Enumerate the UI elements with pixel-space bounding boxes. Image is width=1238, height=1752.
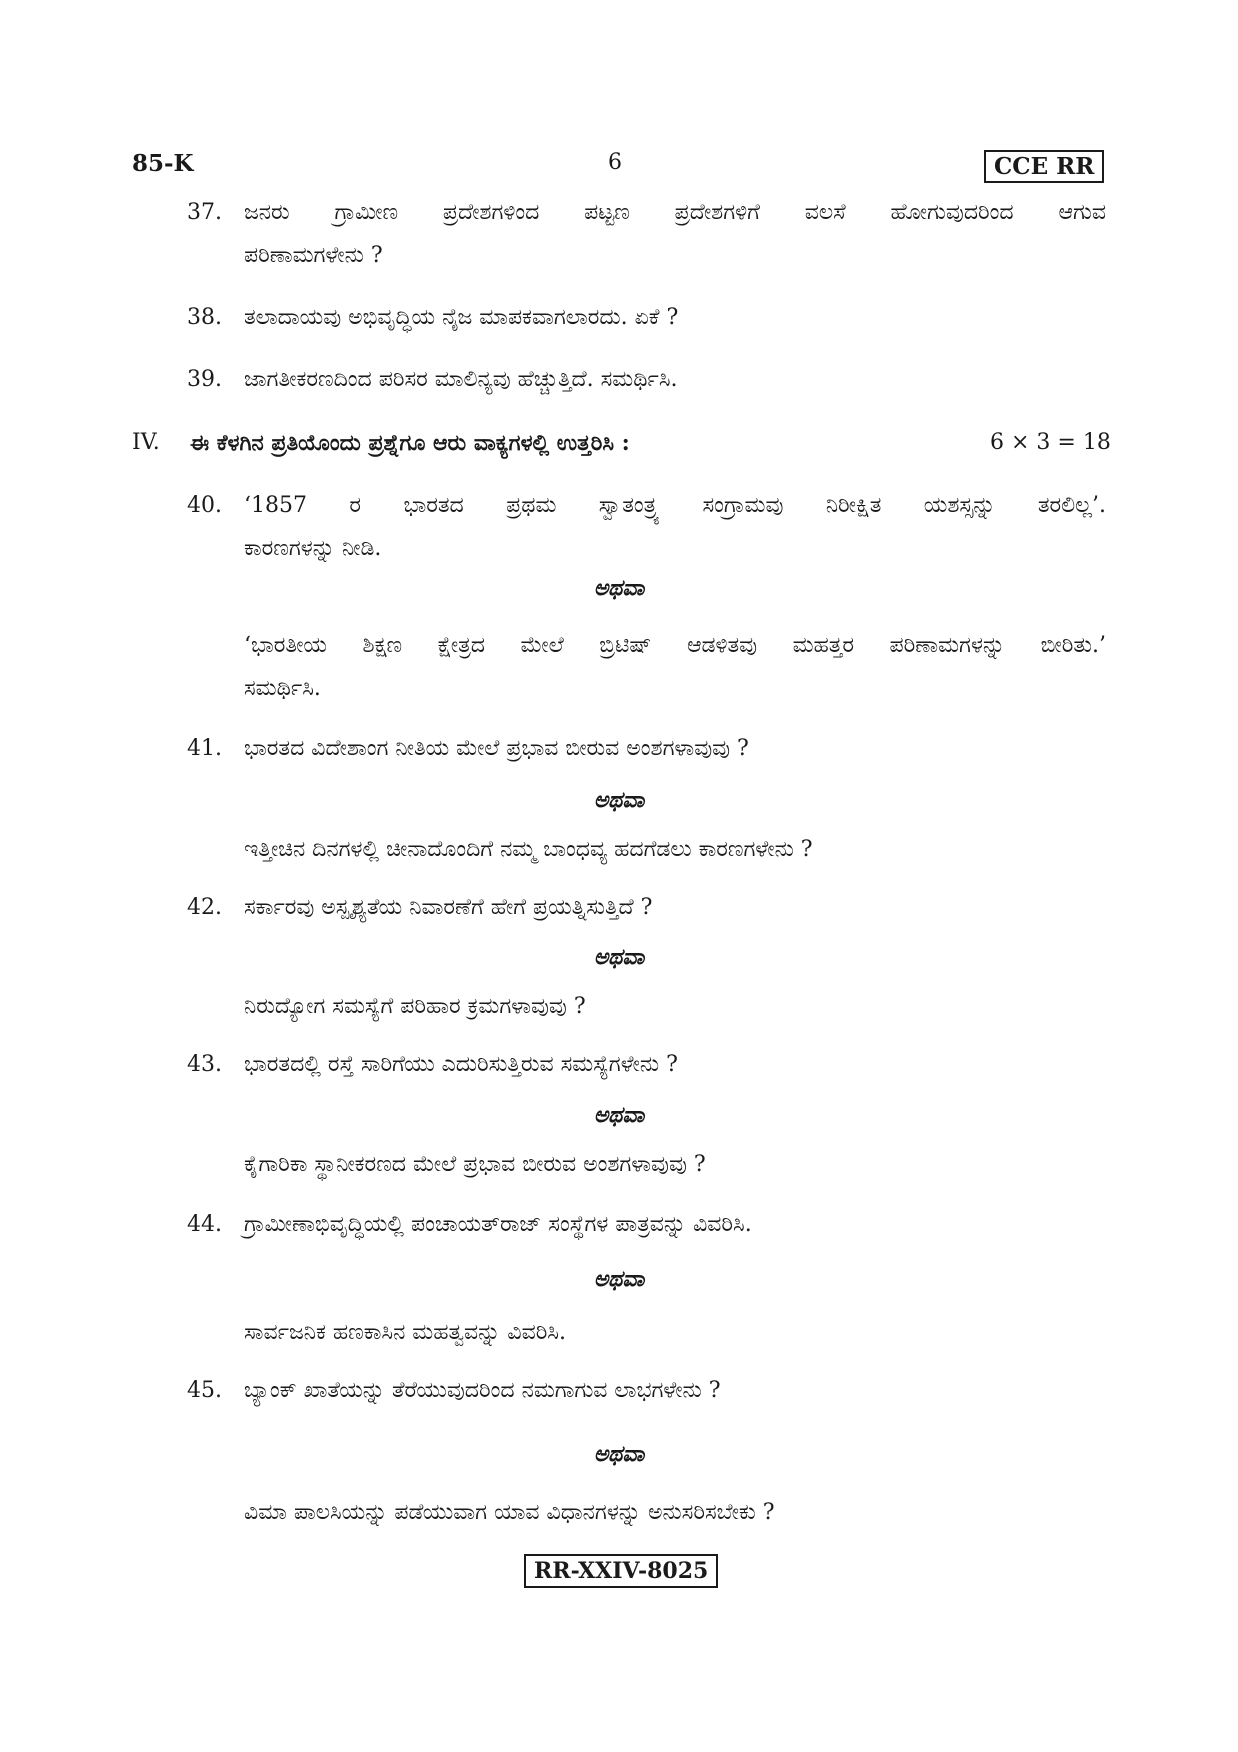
question-number: 37. — [187, 200, 222, 225]
question-text-cont: ಕಾರಣಗಳನ್ನು ನೀಡಿ. — [244, 536, 382, 561]
question-number: 41. — [187, 736, 222, 761]
question-text: ‘1857 ರ ಭಾರತದ ಪ್ರಥಮ ಸ್ವಾತಂತ್ರ್ಯ ಸಂಗ್ರಾಮವು ನಿರೀಕ್ಷಿತ ಯಶಸ್ಸನ್ನು ತರಲಿಲ್ಲ’. — [244, 493, 1106, 518]
question-text: ಜಾಗತೀಕರಣದಿಂದ ಪರಿಸರ ಮಾಲಿನ್ಯವು ಹೆಚ್ಚುತ್ತಿದೆ. ಸಮರ್ಥಿಸಿ. — [244, 367, 678, 392]
or-label: ಅಥವಾ — [593, 1266, 645, 1292]
or-label: ಅಥವಾ — [593, 1102, 645, 1128]
question-text: ತಲಾದಾಯವು ಅಭಿವೃದ್ಧಿಯ ನೈಜ ಮಾಪಕವಾಗಲಾರದು. ಏಕೆ ? — [244, 305, 679, 330]
section-marks: 6 × 3 = 18 — [990, 430, 1111, 455]
alternative-question: ವಿಮಾ ಪಾಲಸಿಯನ್ನು ಪಡೆಯುವಾಗ ಯಾವ ವಿಧಾನಗಳನ್ನು ಅನುಸರಿಸಬೇಕು ? — [244, 1500, 775, 1525]
series-badge: CCE RR — [984, 150, 1104, 183]
paper-code: 85-K — [132, 150, 194, 177]
question-text: ಗ್ರಾಮೀಣಾಭಿವೃದ್ಧಿಯಲ್ಲಿ ಪಂಚಾಯತ್‌ರಾಜ್ ಸಂಸ್ಥೆಗಳ ಪಾತ್ರವನ್ನು ವಿವರಿಸಿ. — [244, 1212, 752, 1237]
question-number: 42. — [187, 895, 222, 920]
or-label: ಅಥವಾ — [593, 575, 645, 601]
alternative-question-cont: ಸಮರ್ಥಿಸಿ. — [244, 676, 321, 701]
question-text: ಭಾರತದ ವಿದೇಶಾಂಗ ನೀತಿಯ ಮೇಲೆ ಪ್ರಭಾವ ಬೀರುವ ಅಂಶಗಳಾವುವು ? — [244, 736, 749, 761]
section-number: IV. — [132, 430, 160, 455]
alternative-question: ನಿರುದ್ಯೋಗ ಸಮಸ್ಯೆಗೆ ಪರಿಹಾರ ಕ್ರಮಗಳಾವುವು ? — [244, 994, 586, 1019]
footer-code: RR-XXIV-8025 — [524, 1554, 718, 1588]
question-number: 45. — [187, 1378, 222, 1403]
section-instruction: ಈ ಕೆಳಗಿನ ಪ್ರತಿಯೊಂದು ಪ್ರಶ್ನೆಗೂ ಆರು ವಾಕ್ಯಗಳಲ್ಲಿ ಉತ್ತರಿಸಿ : — [190, 430, 630, 456]
question-number: 39. — [187, 367, 222, 392]
alternative-question: ಕೈಗಾರಿಕಾ ಸ್ಥಾನೀಕರಣದ ಮೇಲೆ ಪ್ರಭಾವ ಬೀರುವ ಅಂಶಗಳಾವುವು ? — [244, 1152, 706, 1177]
question-text: ಬ್ಯಾಂಕ್ ಖಾತೆಯನ್ನು ತೆರೆಯುವುದರಿಂದ ನಮಗಾಗುವ ಲಾಭಗಳೇನು ? — [244, 1378, 721, 1403]
question-text: ಜನರು ಗ್ರಾಮೀಣ ಪ್ರದೇಶಗಳಿಂದ ಪಟ್ಟಣ ಪ್ರದೇಶಗಳಿಗೆ ವಲಸೆ ಹೋಗುವುದರಿಂದ ಆಗುವ — [244, 200, 1106, 225]
question-text: ಸರ್ಕಾರವು ಅಸ್ಪೃಶ್ಯತೆಯ ನಿವಾರಣೆಗೆ ಹೇಗೆ ಪ್ರಯತ್ನಿಸುತ್ತಿದೆ ? — [244, 895, 653, 920]
or-label: ಅಥವಾ — [593, 1441, 645, 1467]
question-number: 40. — [187, 493, 222, 518]
or-label: ಅಥವಾ — [593, 944, 645, 970]
page-number: 6 — [608, 150, 622, 175]
question-number: 44. — [187, 1212, 222, 1237]
alternative-question: ಸಾರ್ವಜನಿಕ ಹಣಕಾಸಿನ ಮಹತ್ವವನ್ನು ವಿವರಿಸಿ. — [244, 1320, 566, 1345]
question-text: ಭಾರತದಲ್ಲಿ ರಸ್ತೆ ಸಾರಿಗೆಯು ಎದುರಿಸುತ್ತಿರುವ ಸಮಸ್ಯೆಗಳೇನು ? — [244, 1052, 678, 1077]
alternative-question: ‘ಭಾರತೀಯ ಶಿಕ್ಷಣ ಕ್ಷೇತ್ರದ ಮೇಲೆ ಬ್ರಿಟಿಷ್ ಆಡಳಿತವು ಮಹತ್ತರ ಪರಿಣಾಮಗಳನ್ನು ಬೀರಿತು.’ — [244, 633, 1106, 658]
or-label: ಅಥವಾ — [593, 787, 645, 813]
question-number: 38. — [187, 305, 222, 330]
question-text-cont: ಪರಿಣಾಮಗಳೇನು ? — [244, 243, 383, 268]
question-number: 43. — [187, 1052, 222, 1077]
alternative-question: ಇತ್ತೀಚಿನ ದಿನಗಳಲ್ಲಿ ಚೀನಾದೊಂದಿಗೆ ನಮ್ಮ ಬಾಂಧವ್ಯ ಹದಗೆಡಲು ಕಾರಣಗಳೇನು ? — [244, 837, 813, 862]
